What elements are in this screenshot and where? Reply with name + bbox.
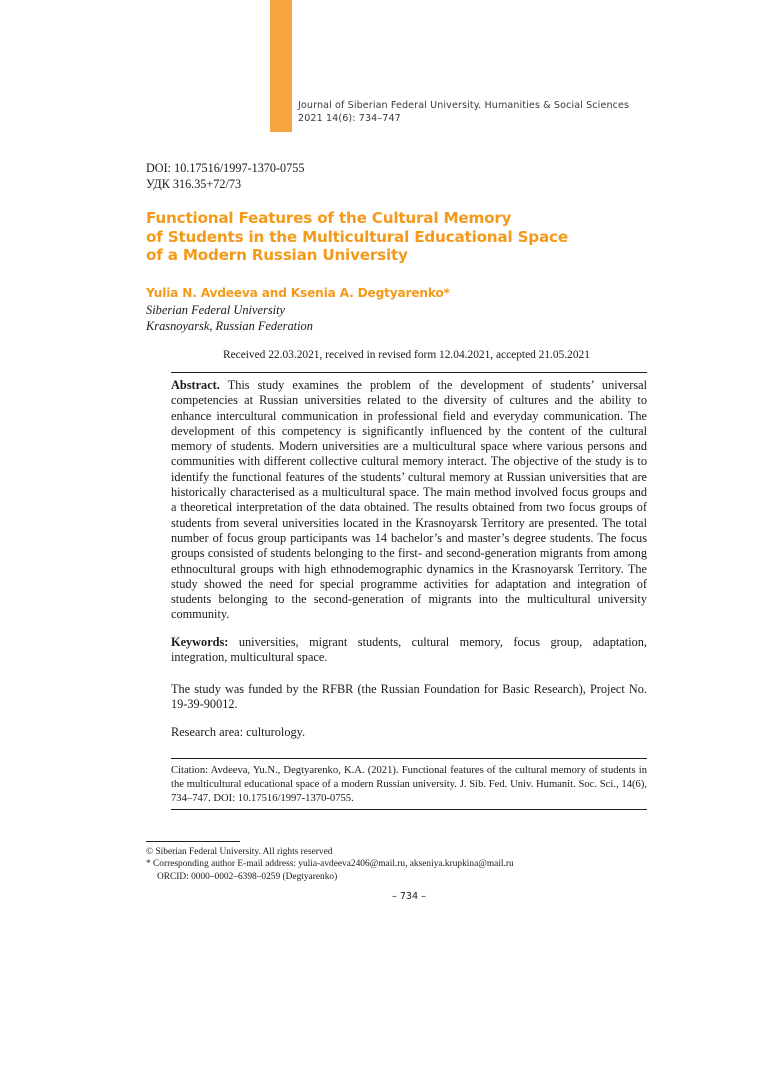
affiliation-institution: Siberian Federal University bbox=[146, 303, 286, 317]
copyright-note: © Siberian Federal University. All rights reserved bbox=[146, 847, 333, 857]
article-title bbox=[146, 209, 706, 265]
journal-issue: 2021 14(6): 734–747 bbox=[298, 112, 401, 124]
funding-note: The study was funded by the RFBR (the Russian Foundation for Basic Research), Project No. 19-39-90012. bbox=[171, 682, 647, 712]
keywords-label: Keywords: bbox=[171, 635, 229, 649]
footnote-rule bbox=[146, 841, 240, 842]
article-identifiers bbox=[146, 161, 304, 192]
abstract-label: Abstract. bbox=[171, 378, 220, 392]
authors: Yulia N. Avdeeva and Ksenia A. Degtyarenko* bbox=[146, 286, 450, 300]
udc-code: УДК 316.35+72/73 bbox=[146, 176, 242, 191]
title-line-2: of Students in the Multicultural Educational Space bbox=[146, 227, 568, 246]
citation-top-rule bbox=[171, 758, 647, 759]
orcid-note: ORCID: 0000–0002–6398–0259 (Degtyarenko) bbox=[157, 871, 338, 882]
keywords bbox=[171, 635, 647, 666]
research-area: Research area: culturology. bbox=[171, 725, 306, 739]
journal-header bbox=[298, 100, 629, 125]
doi: DOI: 10.17516/1997-1370-0755 bbox=[146, 161, 305, 175]
abstract bbox=[171, 378, 647, 623]
citation: Citation: Avdeeva, Yu.N., Degtyarenko, K.A. (2021). Functional features of the cultural memory of students in the multicultural educational space of a modern Russian university. J. Sib. Fed. Univ. Humanit. Soc. Sci., 14(6), 734–747. DOI: 10.17516/1997-1370-0755. bbox=[171, 765, 647, 805]
corresponding-author-note: * Corresponding author E-mail address: yulia-avdeeva2406@mail.ru, akseniya.krupkina@mail.ru bbox=[146, 859, 514, 870]
received-dates: Received 22.03.2021, received in revised form 12.04.2021, accepted 21.05.2021 bbox=[223, 349, 590, 361]
affiliation bbox=[146, 302, 313, 334]
journal-name: Journal of Siberian Federal University. Humanities & Social Sciences bbox=[298, 100, 630, 111]
keywords-text: universities, migrant students, cultural memory, focus group, adaptation, integration, multicultural space. bbox=[171, 635, 647, 665]
abstract-top-rule bbox=[171, 372, 647, 373]
journal-accent-bar bbox=[270, 0, 292, 132]
citation-bottom-rule bbox=[171, 809, 647, 810]
title-line-3: of a Modern Russian University bbox=[146, 246, 408, 264]
footnotes bbox=[146, 846, 514, 883]
title-line-1: Functional Features of the Cultural Memory bbox=[146, 209, 512, 227]
affiliation-location: Krasnoyarsk, Russian Federation bbox=[146, 319, 313, 333]
abstract-text: This study examines the problem of the development of students’ universal competencies at Russian universities related to the diversity of cultures and the ability to enhance intercultural communication in professional field and everyday communication. The development of this competency is significantly influenced by the content of the cultural memory of students. Modern universities are a multicultural space where various persons and communities with different collective cultural memory interact. The objective of the study is to identify the functional features of the students’ cultural memory at Russian universities that are historically characterised as a multicultural space. The main method involved focus groups and a theoretical interpretation of the data obtained. The results obtained from two focus groups of students from several universities located in the Krasnoyarsk Territory are presented. The total number of focus group participants was 14 bachelor’s and master’s degree students. The focus groups consisted of students belonging to the first- and second-generation migrants from among ethnocultural groups with high ethnodemographic dynamics in the Krasnoyarsk Territory. The study showed the need for special programme activities for adaptation and integration of students belonging to the second-generation of migrants into the multicultural university community. bbox=[171, 378, 647, 622]
page-number: – 734 – bbox=[391, 891, 426, 902]
